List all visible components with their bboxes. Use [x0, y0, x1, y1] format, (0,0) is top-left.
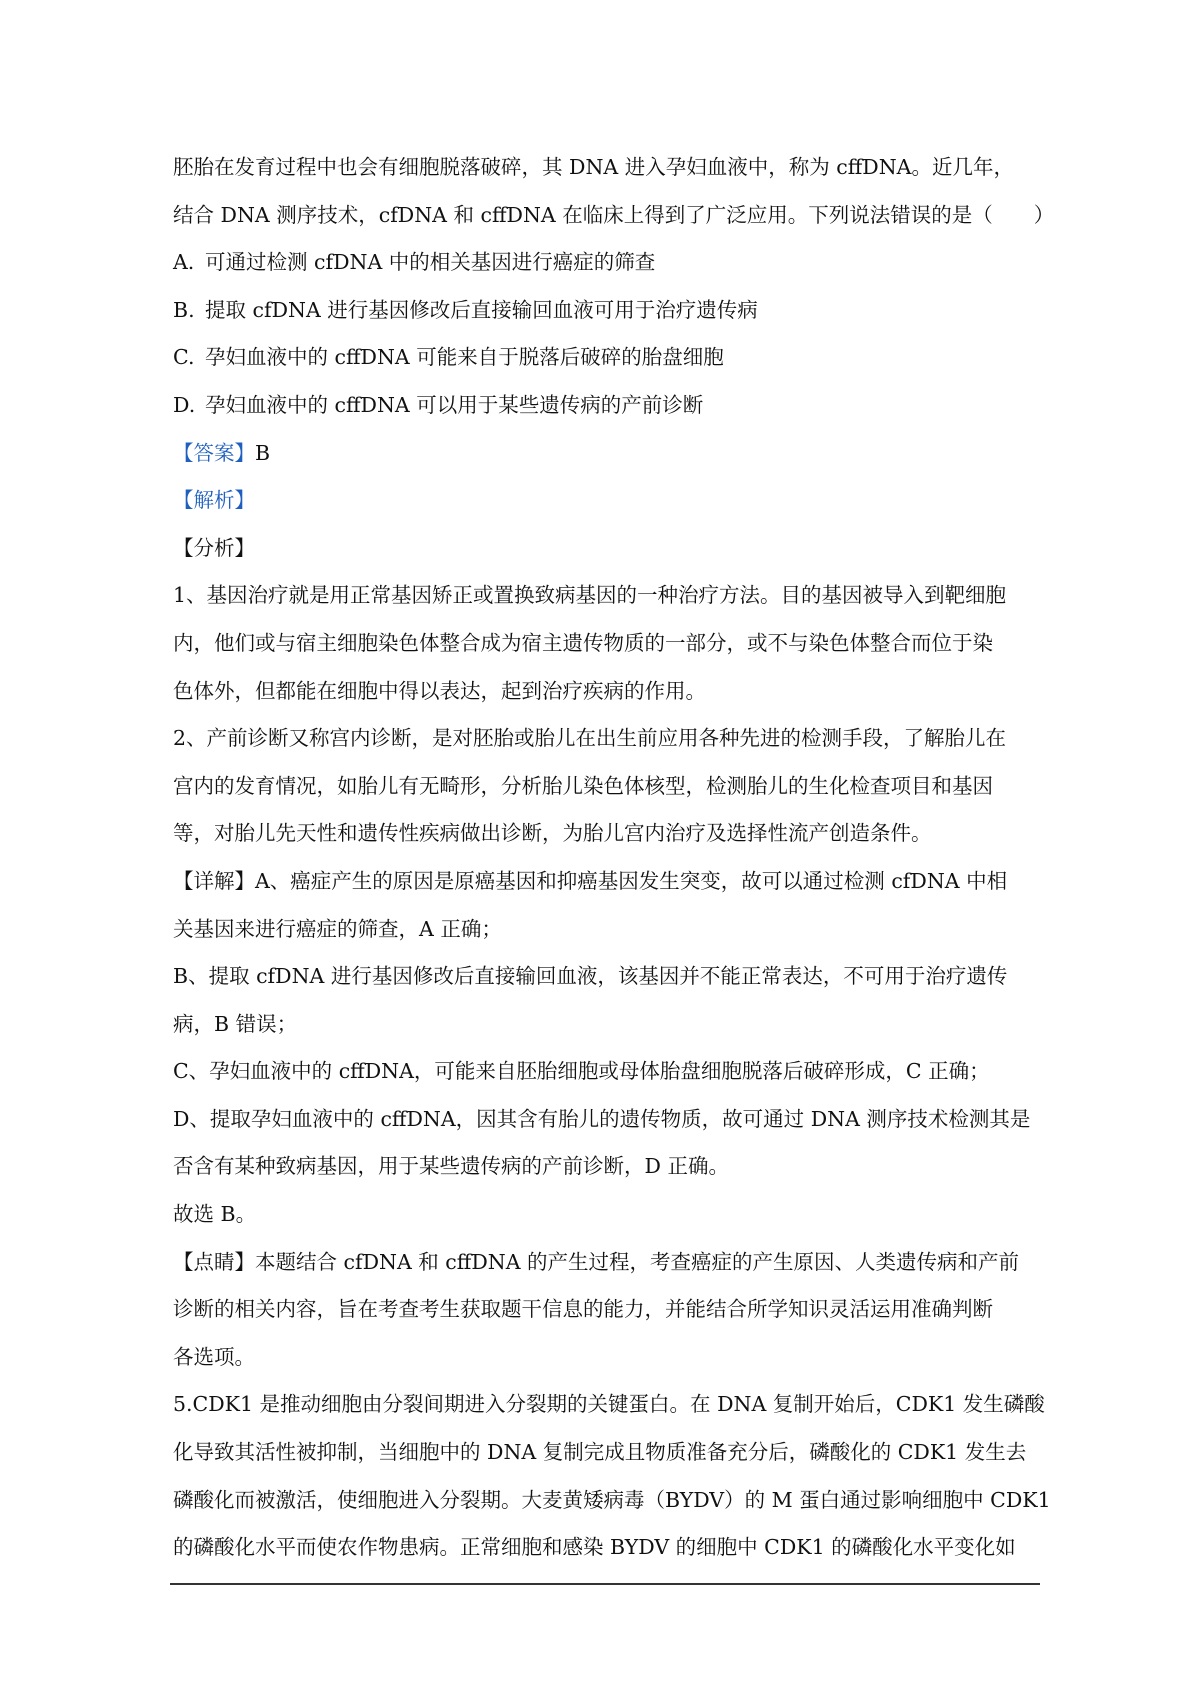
analysis-line: 等，对胎儿先天性和遗传性疾病做出诊断，为胎儿宫内治疗及选择性流产创造条件。: [173, 821, 932, 846]
option-text: 孕妇血液中的 cffDNA 可以用于某些遗传病的产前诊断: [205, 392, 704, 417]
detail-line: C、孕妇血液中的 cffDNA，可能来自胚胎细胞或母体胎盘细胞脱落后破碎形成，C 正确；: [173, 1059, 990, 1084]
analysis-line: 宫内的发育情况，如胎儿有无畸形，分析胎儿染色体核型，检测胎儿的生化检查项目和基因: [173, 773, 993, 798]
comment-tag: 【点睛】: [173, 1249, 255, 1274]
detail-line: 否含有某种致病基因，用于某些遗传病的产前诊断，D 正确。: [173, 1154, 729, 1179]
option-a: [173, 239, 1039, 287]
footer-rule: [170, 1583, 1040, 1585]
stem-line: 的磷酸化水平而使农作物患病。正常细胞和感染 BYDV 的细胞中 CDK1 的磷酸化水平变化如: [173, 1535, 1016, 1560]
question-4-options: [173, 239, 1039, 429]
stem-line: 结合 DNA 测序技术，cfDNA 和 cffDNA 在临床上得到了广泛应用。下列说法错误的是（ ）: [173, 202, 1055, 227]
detail-line: 故选 B。: [173, 1202, 257, 1227]
question-5-stem: [173, 1381, 1051, 1571]
comment-line: 诊断的相关内容，旨在考查考生获取题干信息的能力，并能结合所学知识灵活运用准确判断: [173, 1297, 993, 1322]
answer-line: [173, 430, 1039, 478]
option-text: 可通过检测 cfDNA 中的相关基因进行癌症的筛查: [205, 250, 656, 275]
stem-line: 胚胎在发育过程中也会有细胞脱落破碎，其 DNA 进入孕妇血液中，称为 cffDNA。近几年，: [173, 155, 1014, 179]
detail-line: 病，B 错误；: [173, 1011, 298, 1036]
detail-text: A、癌症产生的原因是原癌基因和抑癌基因发生突变，故可以通过检测 cfDNA 中相: [255, 868, 1008, 893]
stem-line: 化导致其活性被抑制，当细胞中的 DNA 复制完成且物质准备充分后，磷酸化的 CDK1 发生去: [173, 1440, 1027, 1465]
analysis-heading: [173, 525, 1039, 573]
document-page: [173, 144, 1055, 1572]
comment-first-line: [173, 1239, 1039, 1287]
detail-line: B、提取 cfDNA 进行基因修改后直接输回血液，该基因并不能正常表达，不可用于治疗遗传: [173, 964, 1008, 989]
answer-tag: 【答案】: [173, 440, 255, 465]
answer-value: B: [255, 440, 271, 465]
detail-line: 关基因来进行癌症的筛查，A 正确；: [173, 916, 502, 941]
stem-line: 磷酸化而被激活，使细胞进入分裂期。大麦黄矮病毒（BYDV）的 M 蛋白通过影响细胞中 CDK1: [173, 1487, 1051, 1512]
explanation-tag: 【解析】: [173, 488, 255, 513]
analysis-body: [173, 572, 1039, 858]
detail-first-line: [173, 858, 1039, 906]
question-4-stem: [173, 144, 1055, 239]
comment-text: 本题结合 cfDNA 和 cffDNA 的产生过程，考查癌症的产生原因、人类遗传病和产前: [255, 1249, 1020, 1274]
analysis-line: 2、产前诊断又称宫内诊断，是对胚胎或胎儿在出生前应用各种先进的检测手段，了解胎儿在: [173, 726, 1007, 751]
comment-body: [173, 1239, 1039, 1382]
explanation-heading: [173, 477, 1039, 525]
option-letter: B.: [173, 297, 195, 322]
option-letter: C.: [173, 345, 195, 370]
detail-tag: 【详解】: [173, 868, 255, 893]
analysis-line: 1、基因治疗就是用正常基因矫正或置换致病基因的一种治疗方法。目的基因被导入到靶细胞: [173, 583, 1007, 608]
comment-line: 各选项。: [173, 1344, 255, 1369]
analysis-line: 内，他们或与宿主细胞染色体整合成为宿主遗传物质的一部分，或不与染色体整合而位于染: [173, 630, 993, 655]
option-text: 孕妇血液中的 cffDNA 可能来自于脱落后破碎的胎盘细胞: [205, 345, 724, 370]
analysis-tag: 【分析】: [173, 535, 255, 560]
analysis-line: 色体外，但都能在细胞中得以表达，起到治疗疾病的作用。: [173, 678, 706, 703]
option-letter: D.: [173, 392, 196, 417]
detail-body: [173, 858, 1039, 1239]
option-d: [173, 382, 1039, 430]
stem-line: 5.CDK1 是推动细胞由分裂间期进入分裂期的关键蛋白。在 DNA 复制开始后，CDK1 发生磷酸: [173, 1392, 1045, 1417]
detail-line: D、提取孕妇血液中的 cffDNA，因其含有胎儿的遗传物质，故可通过 DNA 测序技术检测其是: [173, 1106, 1031, 1131]
option-letter: A.: [173, 250, 195, 275]
option-c: [173, 334, 1039, 382]
option-text: 提取 cfDNA 进行基因修改后直接输回血液可用于治疗遗传病: [205, 297, 758, 322]
option-b: [173, 287, 1039, 335]
